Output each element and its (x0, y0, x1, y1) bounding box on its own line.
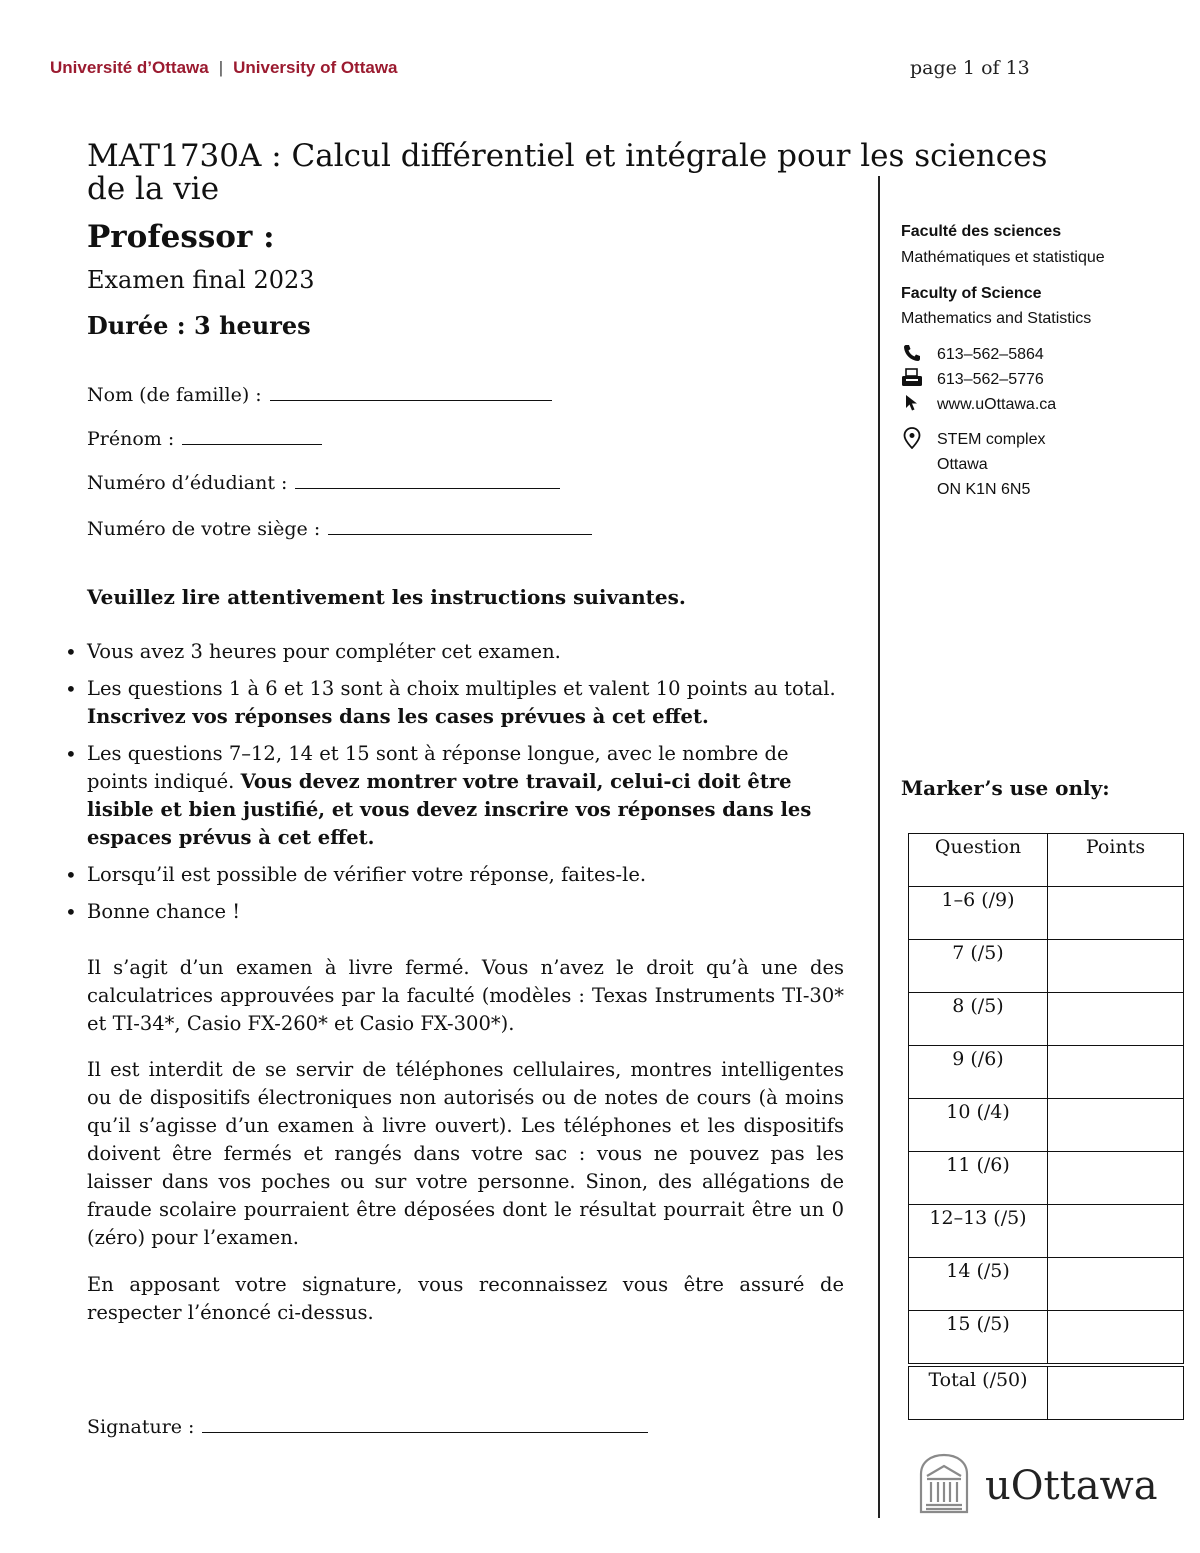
last-name-input-line[interactable] (270, 399, 552, 401)
signature-field (87, 1416, 648, 1438)
question-cell: 10 (/4) (909, 1099, 1048, 1152)
question-cell: 8 (/5) (909, 993, 1048, 1046)
seat-number-label: Numéro de votre siège : (87, 518, 321, 540)
address-line-3: ON K1N 6N5 (937, 481, 1031, 498)
table-row (909, 1099, 1184, 1152)
professor-label: Professor : (87, 219, 275, 255)
faculty-name-en: Faculty of Science (901, 285, 1042, 302)
university-name-en: University of Ottawa (233, 58, 398, 77)
question-cell: 9 (/6) (909, 1046, 1048, 1099)
points-cell[interactable] (1048, 887, 1184, 940)
instructions-list (87, 638, 847, 935)
question-cell: 1–6 (/9) (909, 887, 1048, 940)
signature-acknowledgement-paragraph: En apposant votre signature, vous reconnaissez vous être assuré de respecter l’énoncé ci-dessus. (87, 1273, 844, 1324)
address-contact (901, 427, 1045, 502)
points-cell[interactable] (1048, 940, 1184, 993)
signature-input-line[interactable] (202, 1432, 648, 1433)
question-cell: 11 (/6) (909, 1152, 1048, 1205)
instruction-item: • Bonne chance ! (87, 898, 847, 926)
points-cell[interactable] (1048, 1311, 1184, 1364)
exam-duration: Durée : 3 heures (87, 311, 311, 340)
table-header-row (909, 834, 1184, 887)
address-line-2: Ottawa (937, 456, 988, 473)
points-cell[interactable] (1048, 1046, 1184, 1099)
university-header (50, 58, 398, 78)
seat-number-field (87, 518, 592, 540)
question-cell: 14 (/5) (909, 1258, 1048, 1311)
table-total-row (909, 1367, 1184, 1420)
student-number-input-line[interactable] (295, 487, 560, 489)
course-title: MAT1730A : Calcul différentiel et intégrale pour les sciences de la vie (87, 138, 1048, 207)
cursor-icon (901, 392, 923, 414)
total-points-cell[interactable] (1048, 1367, 1184, 1420)
question-cell: 7 (/5) (909, 940, 1048, 993)
marker-use-heading: Marker’s use only: (901, 776, 1110, 800)
student-number-field (87, 472, 560, 494)
fax-icon (901, 367, 923, 389)
points-cell[interactable] (1048, 1099, 1184, 1152)
first-name-field (87, 428, 322, 450)
instruction-item: • Lorsqu’il est possible de vérifier votre réponse, faites-le. (87, 861, 847, 889)
faculty-name-fr: Faculté des sciences (901, 223, 1062, 240)
university-name-fr: Université d’Ottawa (50, 58, 209, 77)
header-separator: | (218, 58, 224, 77)
total-cell: Total (/50) (909, 1367, 1048, 1420)
page-number: page 1 of 13 (910, 57, 1030, 79)
first-name-input-line[interactable] (182, 443, 322, 445)
instructions-heading: Veuillez lire attentivement les instructions suivantes. (87, 585, 686, 609)
last-name-field (87, 384, 552, 406)
table-row (909, 1152, 1184, 1205)
points-cell[interactable] (1048, 993, 1184, 1046)
website-contact (901, 392, 1056, 417)
department-name-en: Mathematics and Statistics (901, 310, 1092, 327)
location-pin-icon (901, 427, 923, 449)
marks-table (908, 833, 1184, 1420)
department-name-fr: Mathématiques et statistique (901, 249, 1105, 266)
website-link[interactable]: www.uOttawa.ca (937, 396, 1057, 413)
table-row (909, 940, 1184, 993)
address (937, 427, 1045, 502)
device-policy-paragraph: Il est interdit de se servir de téléphones cellulaires, montres intelligentes ou de dispositifs électroniques non autorisés ou de notes de cours (à moins qu’il s’agisse d’un examen à livre ouvert). Les téléphones et les dispositifs doivent être fermés et rangés dans votre sac : vous ne pouvez pas les laisser dans vos poches ou sur votre personne. Sinon, des allégations de fraude scolaire pourraient être déposées dont le résultat pourrait être un 0 (zéro) pour l’examen. (87, 1058, 844, 1249)
first-name-label: Prénom : (87, 428, 175, 450)
building-icon (917, 1452, 971, 1520)
student-number-label: Numéro d’édudiant : (87, 472, 288, 494)
phone-contact (901, 342, 1044, 367)
points-cell[interactable] (1048, 1258, 1184, 1311)
table-row (909, 1258, 1184, 1311)
points-cell[interactable] (1048, 1152, 1184, 1205)
address-line-1: STEM complex (937, 431, 1046, 448)
phone-icon (901, 342, 923, 364)
table-row (909, 1046, 1184, 1099)
instruction-item: • Les questions 7–12, 14 et 15 sont à réponse longue, avec le nombre de points indiqué. Vous devez montrer votre travail, celui-ci doit être lisible et bien justifié, et vous devez inscrire vos réponses dans les espaces prévus à cet effet. (87, 740, 847, 852)
last-name-label: Nom (de famille) : (87, 384, 262, 406)
uottawa-logo (917, 1452, 1158, 1520)
phone-number: 613–562–5864 (937, 346, 1044, 363)
points-column-header: Points (1048, 834, 1184, 887)
table-row (909, 1311, 1184, 1364)
table-row (909, 1205, 1184, 1258)
seat-number-input-line[interactable] (328, 533, 592, 535)
exam-name: Examen final 2023 (87, 266, 315, 294)
fax-number: 613–562–5776 (937, 371, 1044, 388)
calculator-policy-paragraph: Il s’agit d’un examen à livre fermé. Vous n’avez le droit qu’à une des calculatrices approuvées par la faculté (modèles : Texas Instruments TI-30* et TI-34*, Casio FX-260* et Casio FX-300*). (87, 956, 844, 1035)
fax-contact (901, 367, 1044, 392)
logo-wordmark: uOttawa (985, 1463, 1158, 1509)
signature-label: Signature : (87, 1416, 195, 1438)
vertical-divider (878, 176, 880, 1518)
question-cell: 12–13 (/5) (909, 1205, 1048, 1258)
table-row (909, 993, 1184, 1046)
question-cell: 15 (/5) (909, 1311, 1048, 1364)
instruction-item: • Vous avez 3 heures pour compléter cet examen. (87, 638, 847, 666)
question-column-header: Question (909, 834, 1048, 887)
points-cell[interactable] (1048, 1205, 1184, 1258)
table-row (909, 887, 1184, 940)
instruction-item: • Les questions 1 à 6 et 13 sont à choix multiples et valent 10 points au total. Inscrivez vos réponses dans les cases prévues à cet effet. (87, 675, 847, 731)
